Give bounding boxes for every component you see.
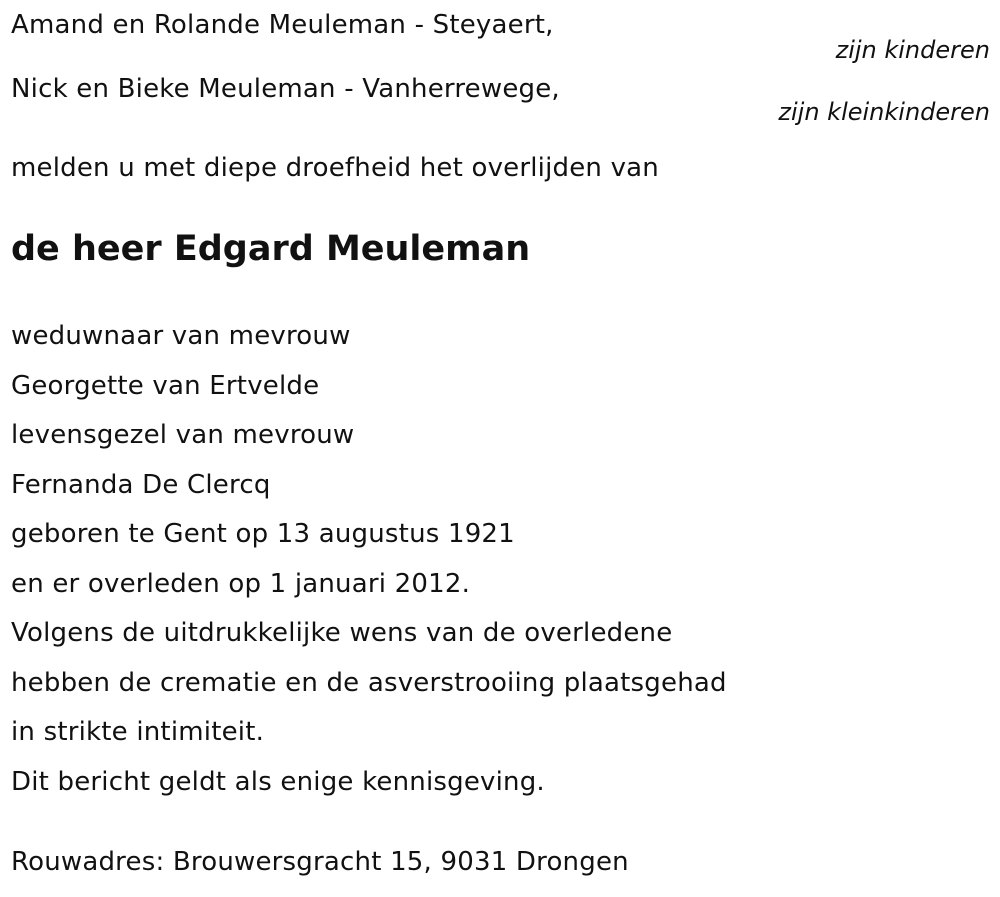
detail-line: Fernanda De Clercq <box>11 470 271 500</box>
detail-line: hebben de crematie en de asverstrooiing plaatsgehad <box>11 668 727 698</box>
detail-line: geboren te Gent op 13 augustus 1921 <box>11 519 515 549</box>
detail-line: Volgens de uitdrukkelijke wens van de overledene <box>11 618 673 648</box>
announcement-text: melden u met diepe droefheid het overlijden van <box>11 153 659 183</box>
mourning-address: Rouwadres: Brouwersgracht 15, 9031 Drongen <box>11 847 629 877</box>
detail-line: weduwnaar van mevrouw <box>11 321 351 351</box>
detail-line: en er overleden op 1 januari 2012. <box>11 569 471 599</box>
role-grandchildren: zijn kleinkinderen <box>778 98 990 126</box>
detail-line: Dit bericht geldt als enige kennisgeving. <box>11 767 545 797</box>
family-line-children: Amand en Rolande Meuleman - Steyaert, <box>11 10 554 40</box>
detail-line: in strikte intimiteit. <box>11 717 265 747</box>
detail-line: levensgezel van mevrouw <box>11 420 355 450</box>
deceased-name: de heer Edgard Meuleman <box>11 229 531 269</box>
family-line-grandchildren: Nick en Bieke Meuleman - Vanherrewege, <box>11 74 560 104</box>
detail-line: Georgette van Ertvelde <box>11 371 320 401</box>
role-children: zijn kinderen <box>835 36 990 64</box>
